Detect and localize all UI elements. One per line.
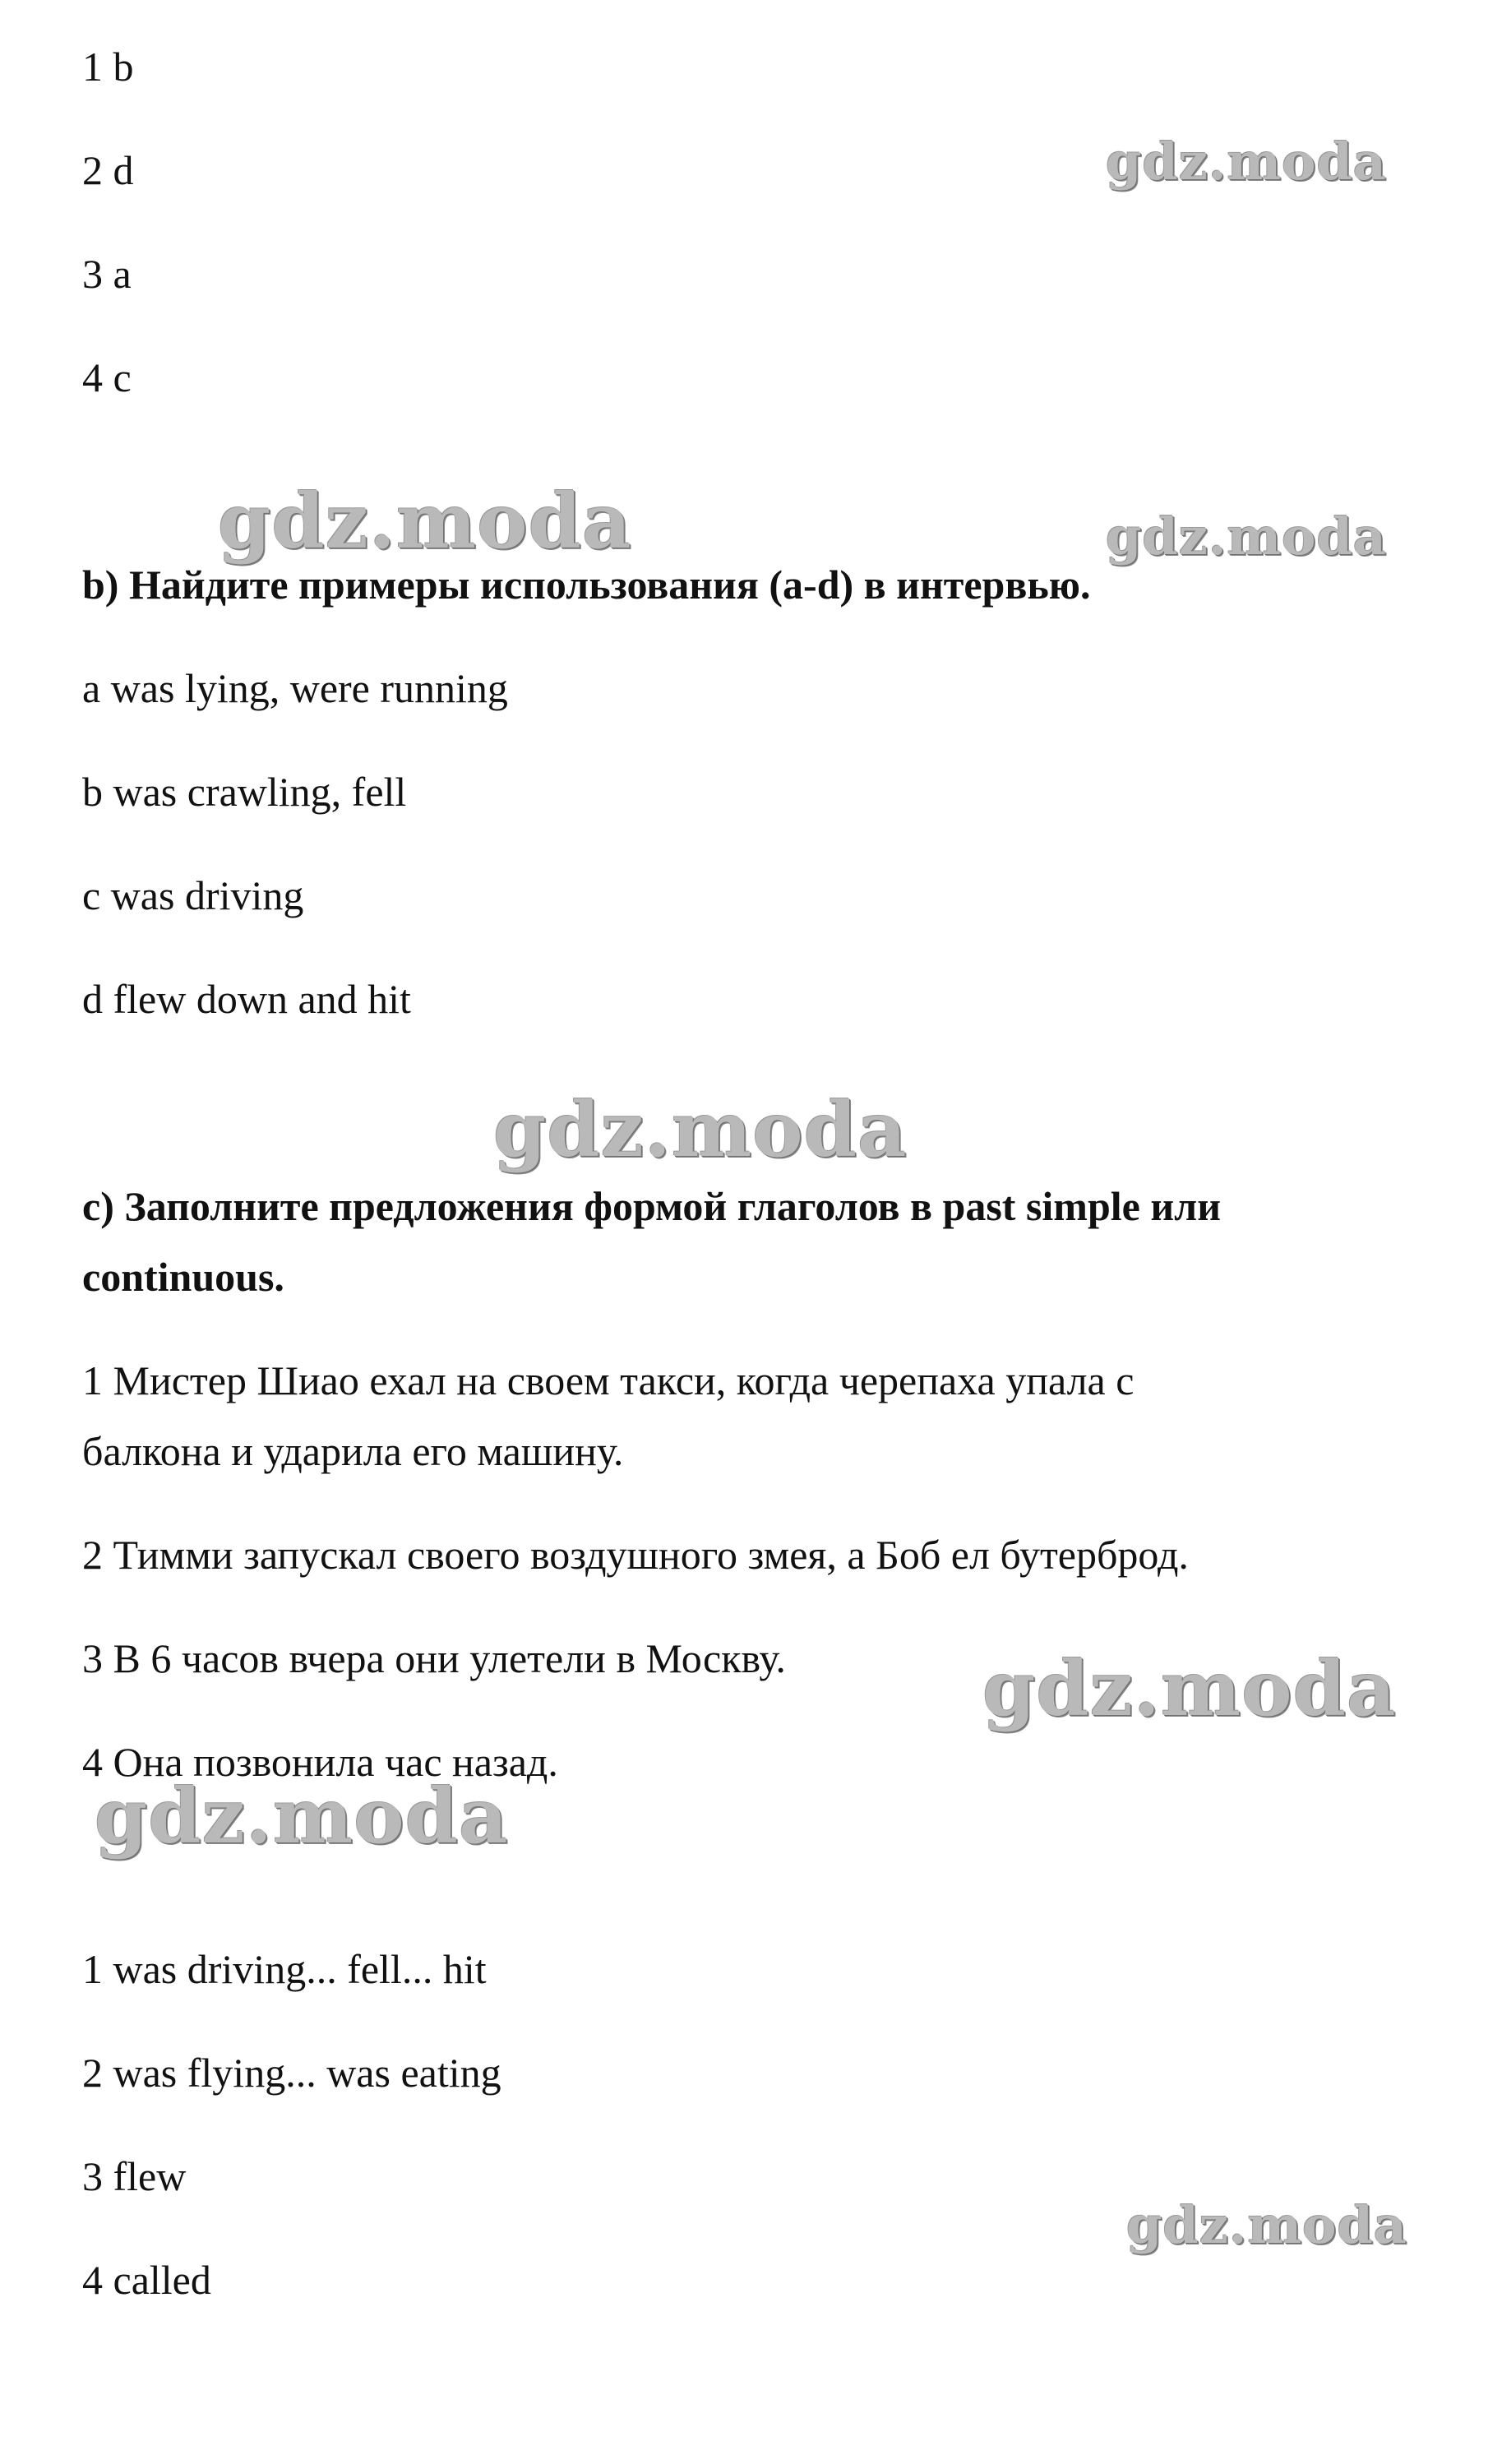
- section-b-item-c: c was driving: [82, 872, 304, 918]
- answer-a-4: 4 c: [82, 354, 132, 400]
- section-c-answer-4: 4 called: [82, 2257, 211, 2303]
- answer-a-2: 2 d: [82, 147, 134, 193]
- section-c-sentence-1b: балкона и ударила его машину.: [82, 1428, 624, 1474]
- section-c-answer-1: 1 was driving... fell... hit: [82, 1946, 487, 1992]
- watermark: gdz.moda: [1106, 506, 1387, 566]
- section-b-item-b: b was crawling, fell: [82, 769, 407, 815]
- section-c-answer-3: 3 flew: [82, 2153, 187, 2199]
- answer-a-3: 3 a: [82, 251, 132, 297]
- section-c-heading-line1: c) Заполните предложения формой глаголов в past simple или: [82, 1183, 1222, 1229]
- section-b-item-d: d flew down and hit: [82, 976, 411, 1022]
- answer-a-1: 1 b: [82, 44, 134, 90]
- watermark: gdz.moda: [1126, 2195, 1407, 2255]
- watermark: gdz.moda: [493, 1085, 908, 1174]
- section-b-heading: b) Найдите примеры использования (a-d) в интервью.: [82, 562, 1091, 608]
- section-c-answer-2: 2 was flying... was eating: [82, 2050, 501, 2096]
- section-c-sentence-3: 3 В 6 часов вчера они улетели в Москву.: [82, 1635, 786, 1681]
- watermark: gdz.moda: [1106, 132, 1387, 192]
- section-c-heading-line2: continuous.: [82, 1254, 284, 1300]
- watermark: gdz.moda: [218, 477, 632, 566]
- section-c-sentence-2: 2 Тимми запускал своего воздушного змея, а Боб ел бутерброд.: [82, 1532, 1189, 1578]
- section-c-sentence-1a: 1 Мистер Шиао ехал на своем такси, когда черепаха упала с: [82, 1357, 1135, 1403]
- watermark: gdz.moda: [95, 1772, 509, 1861]
- section-b-item-a: a was lying, were running: [82, 665, 508, 711]
- watermark: gdz.moda: [982, 1644, 1397, 1733]
- section-c-sentence-4: 4 Она позвонила час назад.: [82, 1739, 558, 1785]
